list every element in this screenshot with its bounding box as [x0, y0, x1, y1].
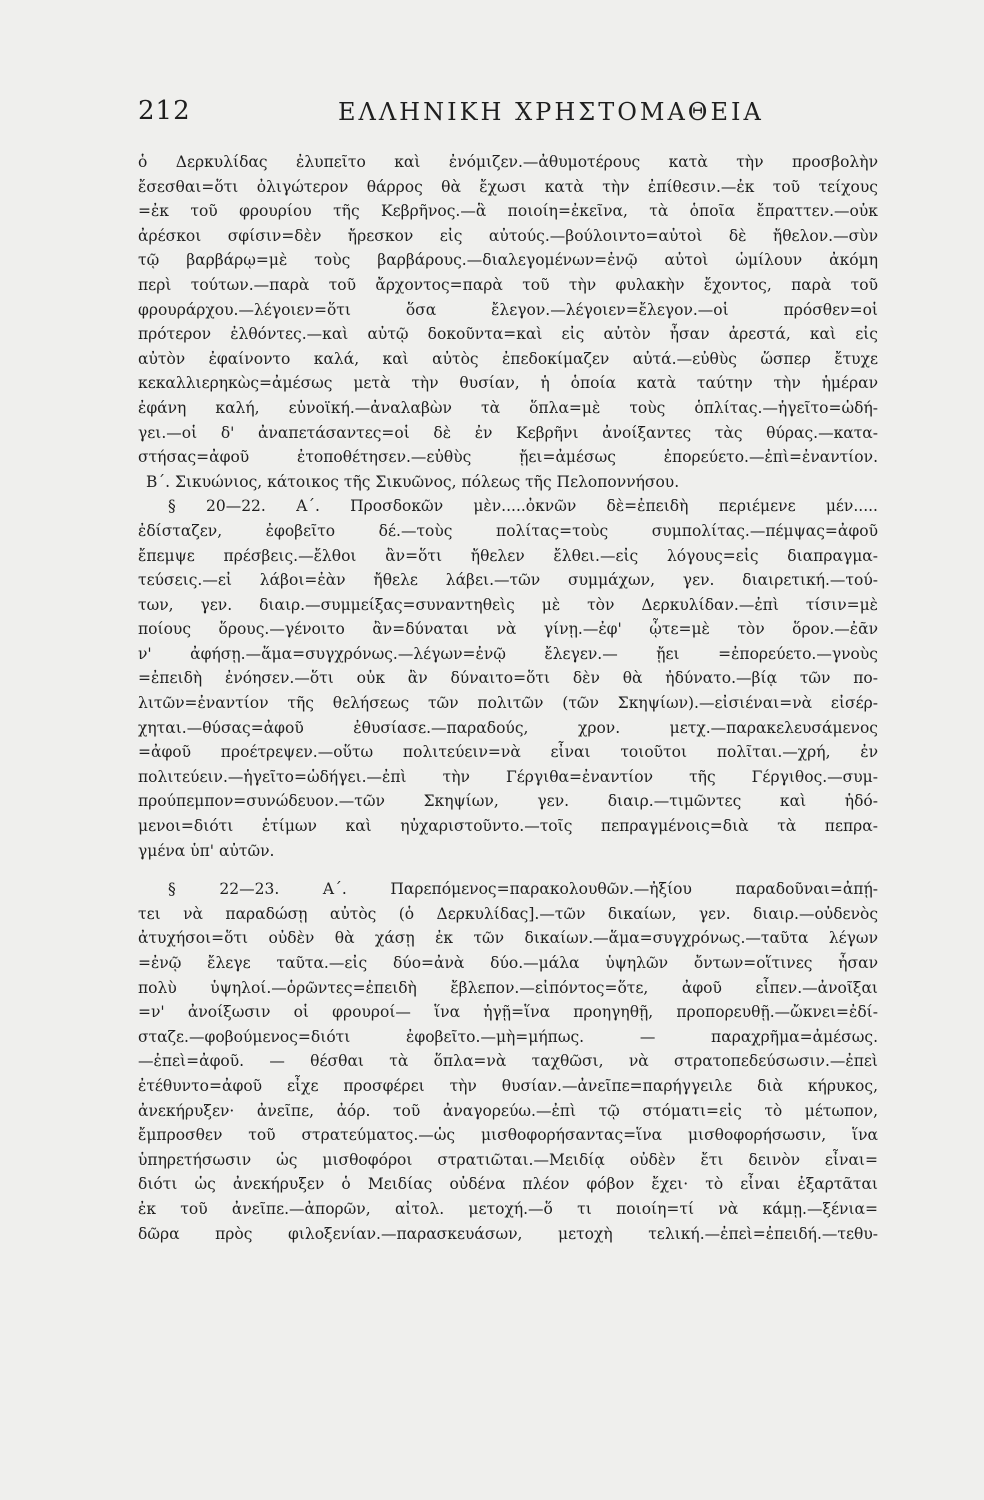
- text-line: ὑπηρετήσωσιν ὡς μισθοφόροι στρατιῶται.—Μειδίᾳ οὐδὲν ἔτι δεινὸν εἶναι=: [138, 1150, 878, 1169]
- text-line: =ν' ἀνοίξωσιν οἱ φρουροί— ἵνα ἡγῇ=ἵνα προηγηθῇ, προπορευθῇ.—ὤκνει=ἐδί-: [138, 1003, 878, 1022]
- text-line: διότι ὡς ἀνεκήρυξεν ὁ Μειδίας οὐδένα πλέον φόβον ἔχει· τὸ εἶναι ἐξαρτᾶται: [138, 1175, 878, 1194]
- text-line: μενοι=διότι ἐτίμων καὶ ηὐχαριστοῦντο.—τοῖς πεπραγμένοις=διὰ τὰ πεπρα-: [138, 817, 878, 836]
- text-line: ἔπεμψε πρέσβεις.—ἔλθοι ἂν=ὅτι ἤθελεν ἔλθει.—εἰς λόγους=εἰς διαπραγμα-: [138, 546, 878, 565]
- text-line: =ἀφοῦ προέτρεψεν.—οὕτω πολιτεύειν=νὰ εἶναι τοιοῦτοι πολῖται.—χρή, ἐν: [138, 743, 878, 762]
- text-line: λιτῶν=ἐναντίον τῆς θελήσεως τῶν πολιτῶν (τῶν Σκηψίων).—εἰσιέναι=νὰ εἰσέρ-: [138, 694, 878, 713]
- text-line: τει νὰ παραδώσῃ αὐτὸς (ὁ Δερκυλίδας].—τῶν δικαίων, γεν. διαιρ.—οὐδενὸς: [138, 904, 878, 923]
- text-line: αὐτὸν ἐφαίνοντο καλά, καὶ αὐτὸς ἐπεδοκίμαζεν αὐτά.—εὐθὺς ὥσπερ ἔτυχε: [138, 349, 878, 368]
- text-line: τεύσεις.—εἰ λάβοι=ἐὰν ἤθελε λάβει.—τῶν συμμάχων, γεν. διαιρετική.—τού-: [138, 571, 878, 590]
- commentary-block-1: [138, 150, 878, 470]
- text-line: ἐδίσταζεν, ἐφοβεῖτο δέ.—τοὺς πολίτας=τοὺς συμπολίτας.—πέμψας=ἀφοῦ: [138, 521, 878, 540]
- text-line: σταζε.—φοβούμενος=διότι ἐφοβεῖτο.—μὴ=μήπως. — παραχρῆμα=ἀμέσως.: [138, 1027, 878, 1046]
- text-line: —ἐπεὶ=ἀφοῦ. — θέσθαι τὰ ὅπλα=νὰ ταχθῶσι, νὰ στρατοπεδεύσωσιν.—ἐπεὶ: [138, 1052, 878, 1071]
- text-line: § 20—22. Α΄. Προσδοκῶν μὲν.....ὀκνῶν δὲ=ἐπειδὴ περιέμενε μέν.....: [168, 497, 878, 516]
- text-line: γμένα ὑπ' αὐτῶν.: [138, 841, 275, 860]
- text-line: γει.—οἱ δ' ἀναπετάσαντες=οἱ δὲ ἐν Κεβρῆνι ἀνοίξαντες τὰς θύρας.—κατα-: [138, 423, 878, 442]
- text-line: κεκαλλιερηκὼς=ἀμέσως μετὰ τὴν θυσίαν, ἡ ὁποία κατὰ ταύτην τὴν ἡμέραν: [138, 374, 878, 393]
- text-line: § 22—23. Α΄. Παρεπόμενος=παρακολουθῶν.—ἠξίου παραδοῦναι=ἀπῄ-: [168, 880, 878, 899]
- running-head: [138, 96, 898, 136]
- text-line: ἐφάνη καλή, εὐνοϊκή.—ἀναλαβὼν τὰ ὅπλα=μὲ τοὺς ὁπλίτας.—ἡγεῖτο=ὡδή-: [138, 398, 878, 417]
- text-line: δῶρα πρὸς φιλοξενίαν.—παρασκευάσων, μετοχὴ τελική.—ἐπεὶ=ἐπειδή.—τεθυ-: [138, 1224, 878, 1243]
- text-line: ἀτυχήσοι=ὅτι οὐδὲν θὰ χάσῃ ἐκ τῶν δικαίων.—ἅμα=συγχρόνως.—ταῦτα λέγων: [138, 929, 878, 948]
- text-line: φρουράρχου.—λέγοιεν=ὅτι ὅσα ἔλεγον.—λέγοιεν=ἔλεγον.—οἱ πρόσθεν=οἱ: [138, 300, 878, 319]
- page-number: 212: [138, 96, 191, 126]
- text-line: τῷ βαρβάρῳ=μὲ τοὺς βαρβάρους.—διαλεγομένων=ἐνῷ αὐτοὶ ὡμίλουν ἀκόμη: [138, 251, 878, 270]
- text-line: ἐτέθυντο=ἀφοῦ εἶχε προσφέρει τὴν θυσίαν.—ἀνεῖπε=παρήγγειλε διὰ κήρυκος,: [138, 1076, 878, 1095]
- commentary-block-3: [138, 877, 878, 1246]
- text-line: =ἐνῷ ἔλεγε ταῦτα.—εἰς δύο=ἀνὰ δύο.—μάλα ὑψηλῶν ὄντων=οἵτινες ἦσαν: [138, 954, 878, 972]
- text-line: ὁ Δερκυλίδας ἐλυπεῖτο καὶ ἐνόμιζεν.—ἀθυμοτέρους κατὰ τὴν προσβολὴν: [138, 153, 878, 171]
- text-line: ν' ἀφήσῃ.—ἅμα=συγχρόνως.—λέγων=ἐνῷ ἔλεγεν.— ᾔει =ἐπορεύετο.—γνοὺς: [138, 644, 878, 663]
- text-line: ἀνεκήρυξεν· ἀνεῖπε, ἀόρ. τοῦ ἀναγορεύω.—ἐπὶ τῷ στόματι=εἰς τὸ μέτωπον,: [138, 1101, 878, 1120]
- text-line: ἀρέσκοι σφίσιν=δὲν ἤρεσκον εἰς αὐτούς.—βούλοιντο=αὐτοὶ δὲ ἤθελον.—σὺν: [138, 226, 878, 245]
- text-line: περὶ τούτων.—παρὰ τοῦ ἄρχοντος=παρὰ τοῦ τὴν φυλακὴν ἔχοντος, παρὰ τοῦ: [138, 275, 878, 294]
- text-line: ἔσεσθαι=ὅτι ὀλιγώτερον θάρρος θὰ ἔχωσι κατὰ τὴν ἐπίθεσιν.—ἐκ τοῦ τείχους: [138, 177, 878, 196]
- text-line: ἔμπροσθεν τοῦ στρατεύματος.—ὡς μισθοφορήσαντας=ἵνα μισθοφορήσωσιν, ἵνα: [138, 1126, 878, 1145]
- text-line: πρότερον ἐλθόντες.—καὶ αὐτῷ δοκοῦντα=καὶ εἰς αὐτὸν ἦσαν ἀρεστά, καὶ εἰς: [138, 325, 878, 344]
- text-line: πολὺ ὑψηλοί.—ὁρῶντες=ἐπειδὴ ἔβλεπον.—εἰπόντος=ὅτε, ἀφοῦ εἶπεν.—ἀνοῖξαι: [138, 978, 878, 997]
- text-line: στήσας=ἀφοῦ ἐτοποθέτησεν.—εὐθὺς ᾔει=ἀμέσως ἐπορεύετο.—ἐπὶ=ἐναντίον.: [138, 448, 878, 467]
- book-title: ΕΛΛΗΝΙΚΗ ΧΡΗΣΤΟΜΑΘΕΙΑ: [338, 98, 764, 126]
- commentary-body: [138, 150, 878, 1246]
- text-line: χηται.—θύσας=ἀφοῦ ἐθυσίασε.—παραδούς, χρον. μετχ.—παρακελευσάμενος: [138, 718, 878, 737]
- text-line: =ἐκ τοῦ φρουρίου τῆς Κεβρῆνος.—ἃ ποιοίη=ἐκεῖνα, τὰ ὁποῖα ἔπραττεν.—οὐκ: [138, 202, 878, 221]
- paragraph-gap: [138, 863, 878, 877]
- text-line: προύπεμπον=συνώδευον.—τῶν Σκηψίων, γεν. διαιρ.—τιμῶντες καὶ ἡδό-: [138, 792, 878, 811]
- text-line: ποίους ὅρους.—γένοιτο ἂν=δύναται νὰ γίνῃ.—ἐφ' ᾧτε=μὲ τὸν ὅρον.—ἐᾶν: [138, 620, 878, 639]
- text-line: των, γεν. διαιρ.—συμμείξας=συναντηθεὶς μὲ τὸν Δερκυλίδαν.—ἐπὶ τίσιν=μὲ: [138, 595, 878, 614]
- text-line: =ἐπειδὴ ἐνόησεν.—ὅτι οὐκ ἂν δύναιτο=ὅτι δὲν θὰ ἠδύνατο.—βίᾳ τῶν πο-: [138, 669, 878, 688]
- text-line: ἐκ τοῦ ἀνεῖπε.—ἀπορῶν, αἰτολ. μετοχή.—ὅ τι ποιοίη=τί νὰ κάμῃ.—ξένια=: [138, 1199, 878, 1218]
- commentary-block-2: [138, 494, 878, 863]
- text-line: πολιτεύειν.—ἡγεῖτο=ὡδήγει.—ἐπὶ τὴν Γέργιθα=ἐναντίον τῆς Γέργιθος.—συμ-: [138, 767, 878, 786]
- section-heading-b: Β΄. Σικυώνιος, κάτοικος τῆς Σικυῶνος, πόλεως τῆς Πελοποννήσου.: [146, 472, 680, 491]
